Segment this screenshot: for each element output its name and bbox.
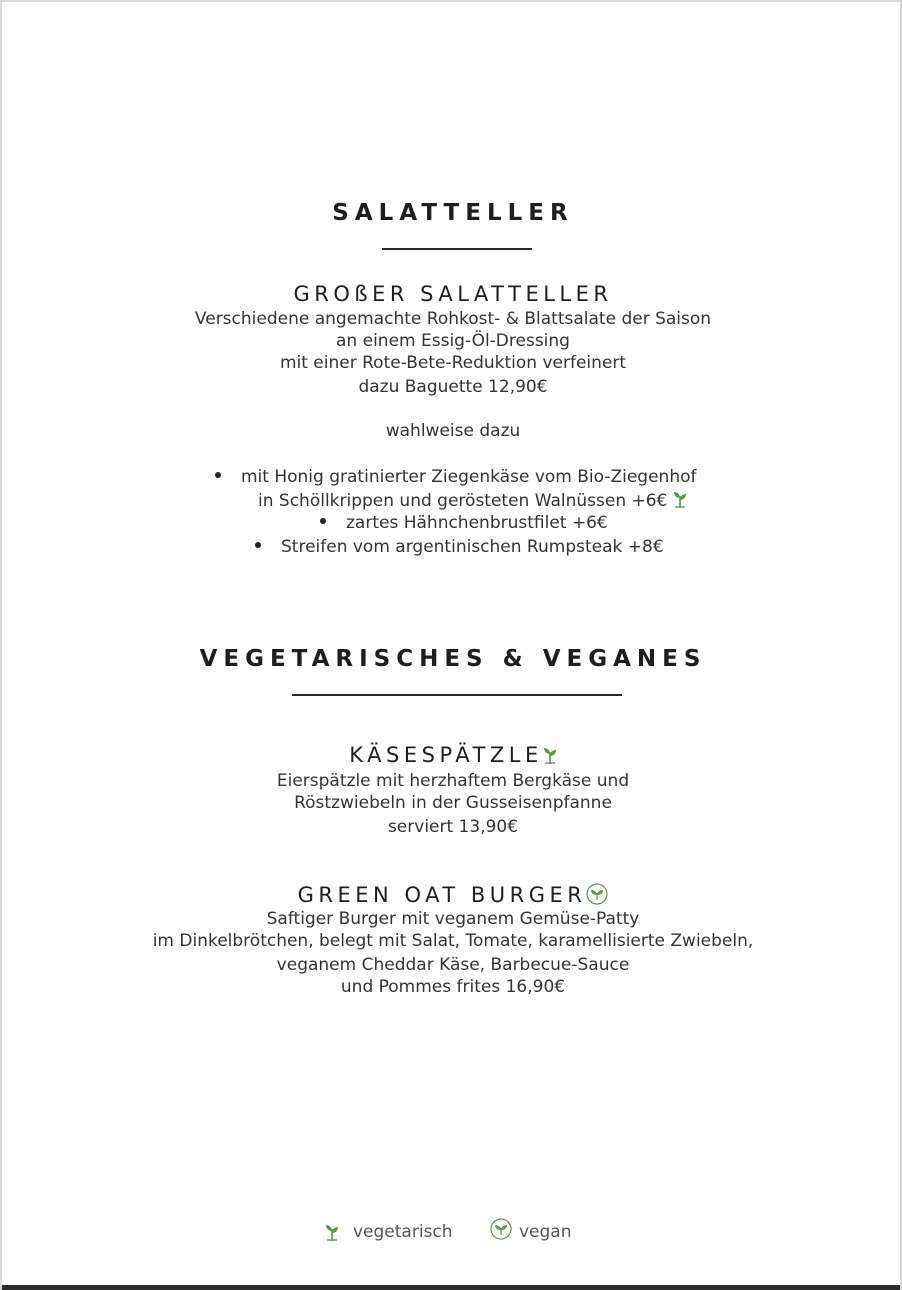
vegetarian-sprout-icon <box>673 490 687 508</box>
extra-item-label: zartes Hähnchenbrustfilet +6€ <box>346 513 608 533</box>
extras-intro: wahlweise dazu <box>385 421 521 441</box>
dish-description-line: an einem Essig-Öl-Dressing <box>336 331 570 351</box>
dish-description-line: Röstzwiebeln in der Gusseisenpfanne <box>294 793 612 813</box>
dish-price-line: serviert 13,90€ <box>387 817 519 837</box>
extra-item-label: Streifen vom argentinischen Rumpsteak +8€ <box>281 537 664 557</box>
bullet-dot <box>255 542 261 548</box>
dish-title-green-oat-burger-row <box>2 883 902 907</box>
section-title-salatteller: SALATTELLER <box>332 200 574 226</box>
section-divider <box>292 694 622 696</box>
dish-title-green-oat-burger: GREEN OAT BURGER <box>297 883 587 907</box>
dish-description-line: Saftiger Burger mit veganem Gemüse-Patty <box>266 909 640 929</box>
legend-vegetarian-label: vegetarisch <box>353 1222 453 1242</box>
section-divider <box>382 248 532 250</box>
dish-description-line: Verschiedene angemachte Rohkost- & Blattsalate der Saison <box>194 309 712 329</box>
dish-price-line: dazu Baguette 12,90€ <box>358 377 548 397</box>
extra-item-label: mit Honig gratinierter Ziegenkäse vom Bio-Ziegenhof <box>241 467 697 487</box>
legend-vegetarian-icon <box>325 1223 339 1241</box>
bottom-edge-bar <box>2 1285 900 1290</box>
dish-title-kaesespaetzle-row <box>2 743 902 767</box>
dish-description-line: im Dinkelbrötchen, belegt mit Salat, Tomate, karamellisierte Zwiebeln, <box>152 931 754 951</box>
bullet-dot <box>320 518 326 524</box>
extra-item-ziegenkaese-cont <box>258 490 687 512</box>
dish-description-line: mit einer Rote-Bete-Reduktion verfeinert <box>279 353 627 373</box>
extra-item-haehnchen <box>320 512 608 534</box>
extra-item-ziegenkaese <box>215 466 697 488</box>
extra-item-rumpsteak <box>255 536 664 558</box>
dish-description-line: veganem Cheddar Käse, Barbecue-Sauce <box>276 955 630 975</box>
bullet-dot <box>215 472 221 478</box>
vegetarian-sprout-icon <box>543 746 557 764</box>
section-title-vegetarisches-veganes: VEGETARISCHES & VEGANES <box>199 646 707 672</box>
legend-vegan-icon <box>490 1218 512 1240</box>
dish-title-kaesespaetzle: KÄSESPÄTZLE <box>349 743 543 767</box>
vegan-leaf-icon <box>586 883 608 905</box>
extra-item-label: in Schöllkrippen und gerösteten Walnüssen +6€ <box>258 491 668 511</box>
dish-description-line: Eierspätzle mit herzhaftem Bergkäse und <box>276 771 630 791</box>
legend-vegan-label: vegan <box>519 1222 572 1242</box>
dish-price-line: und Pommes frites 16,90€ <box>340 977 566 997</box>
dish-title-grosser-salatteller: GROßER SALATTELLER <box>293 282 613 306</box>
